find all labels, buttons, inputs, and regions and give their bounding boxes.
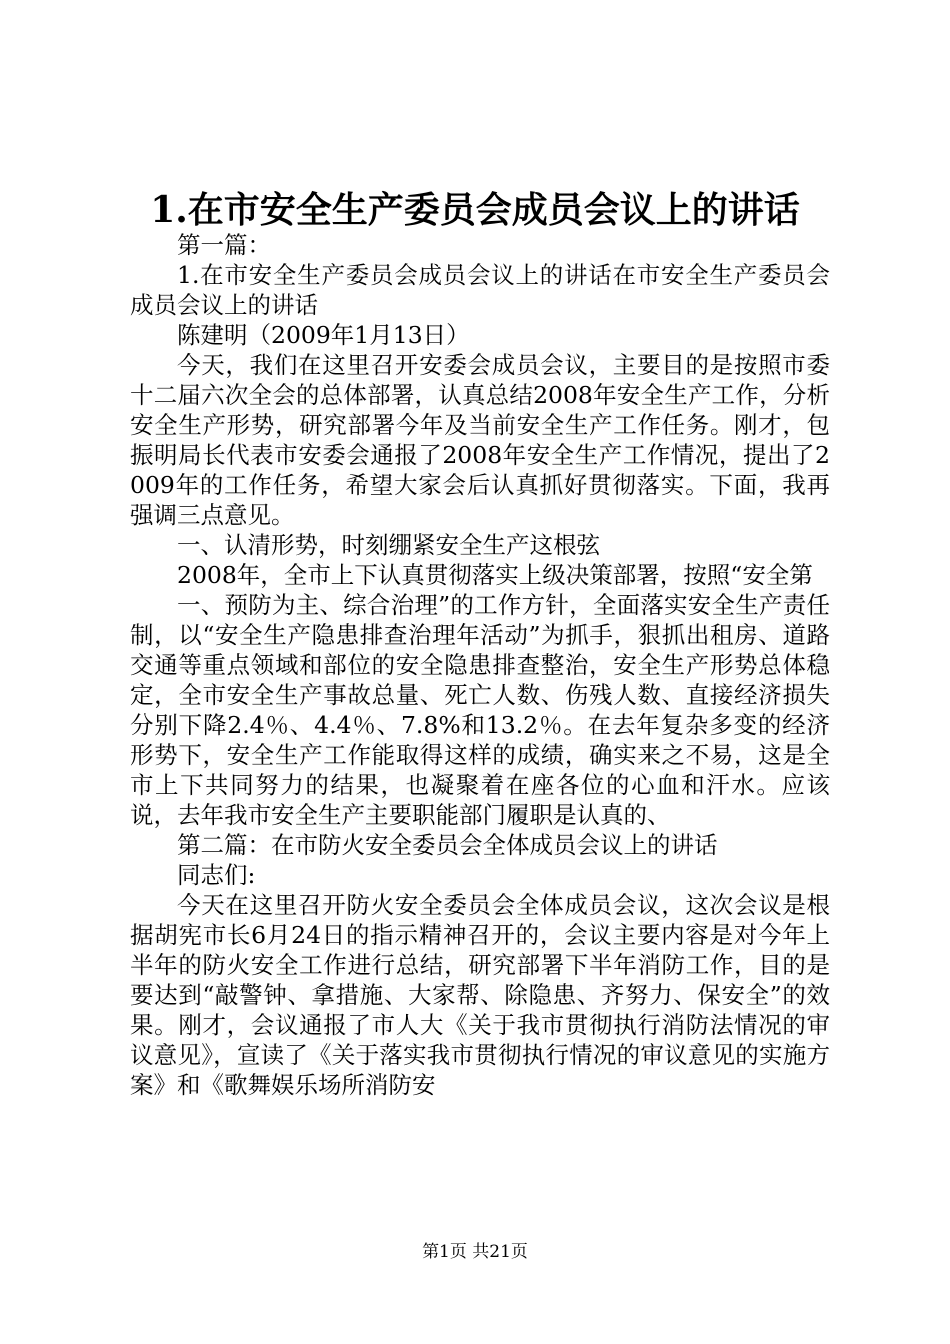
document-title: 1.在市安全生产委员会成员会议上的讲话 — [150, 189, 800, 231]
paragraph-5: 一、认清形势，时刻绷紧安全生产这根弦 — [177, 531, 600, 559]
paragraph-10: 今天在这里召开防火安全委员会全体成员会议，这次会议是根据胡宪市长6月24日的指示精神召开的，会议主要内容是对今年上半年的防火安全工作进行总结，研究部署下半年消防工作，目的是要达到“敲警钟、拿措施、大家帮、除隐患、齐努力、保安全”的效果。刚才，会议通报了市人大《关于我市贯彻执行消防法情况的审议意见》，宣读了《关于落实我市贯彻执行情况的审议意见的实施方案》和《歌舞娱乐场所消防安 — [130, 891, 830, 1099]
paragraph-4: 今天，我们在这里召开安委会成员会议，主要目的是按照市委十二届六次全会的总体部署，认真总结2008年安全生产工作，分析安全生产形势，研究部署今年及当前安全生产工作任务。刚才，包振明局长代表市安委会通报了2008年安全生产工作情况，提出了2009年的工作任务，希望大家会后认真抓好贯彻落实。下面，我再强调三点意见。 — [130, 351, 830, 529]
paragraph-3: 陈建明（2009年1月13日） — [177, 321, 470, 349]
page-footer: 第1页 共21页 — [422, 1242, 528, 1262]
paragraph-2: 1.在市安全生产委员会成员会议上的讲话在市安全生产委员会成员会议上的讲话 — [130, 261, 830, 319]
paragraph-6: 2008年，全市上下认真贯彻落实上级决策部署，按照“安全第 — [177, 561, 813, 589]
paragraph-1: 第一篇： — [177, 231, 271, 259]
paragraph-9: 同志们: — [177, 861, 256, 889]
paragraph-7: 一、预防为主、综合治理”的工作方针，全面落实安全生产责任制，以“安全生产隐患排查治理年活动”为抓手，狠抓出租房、道路交通等重点领域和部位的安全隐患排查整治，安全生产形势总体稳定，全市安全生产事故总量、死亡人数、伤残人数、直接经济损失分别下降2.4％、4.4％、7.8%和13.2％。在去年复杂多变的经济形势下，安全生产工作能取得这样的成绩，确实来之不易，这是全市上下共同努力的结果，也凝聚着在座各位的心血和汗水。应该说，去年我市安全生产主要职能部门履职是认真的、 — [130, 591, 830, 829]
document-body — [130, 230, 830, 1100]
paragraph-8: 第二篇：在市防火安全委员会全体成员会议上的讲话 — [177, 831, 718, 859]
